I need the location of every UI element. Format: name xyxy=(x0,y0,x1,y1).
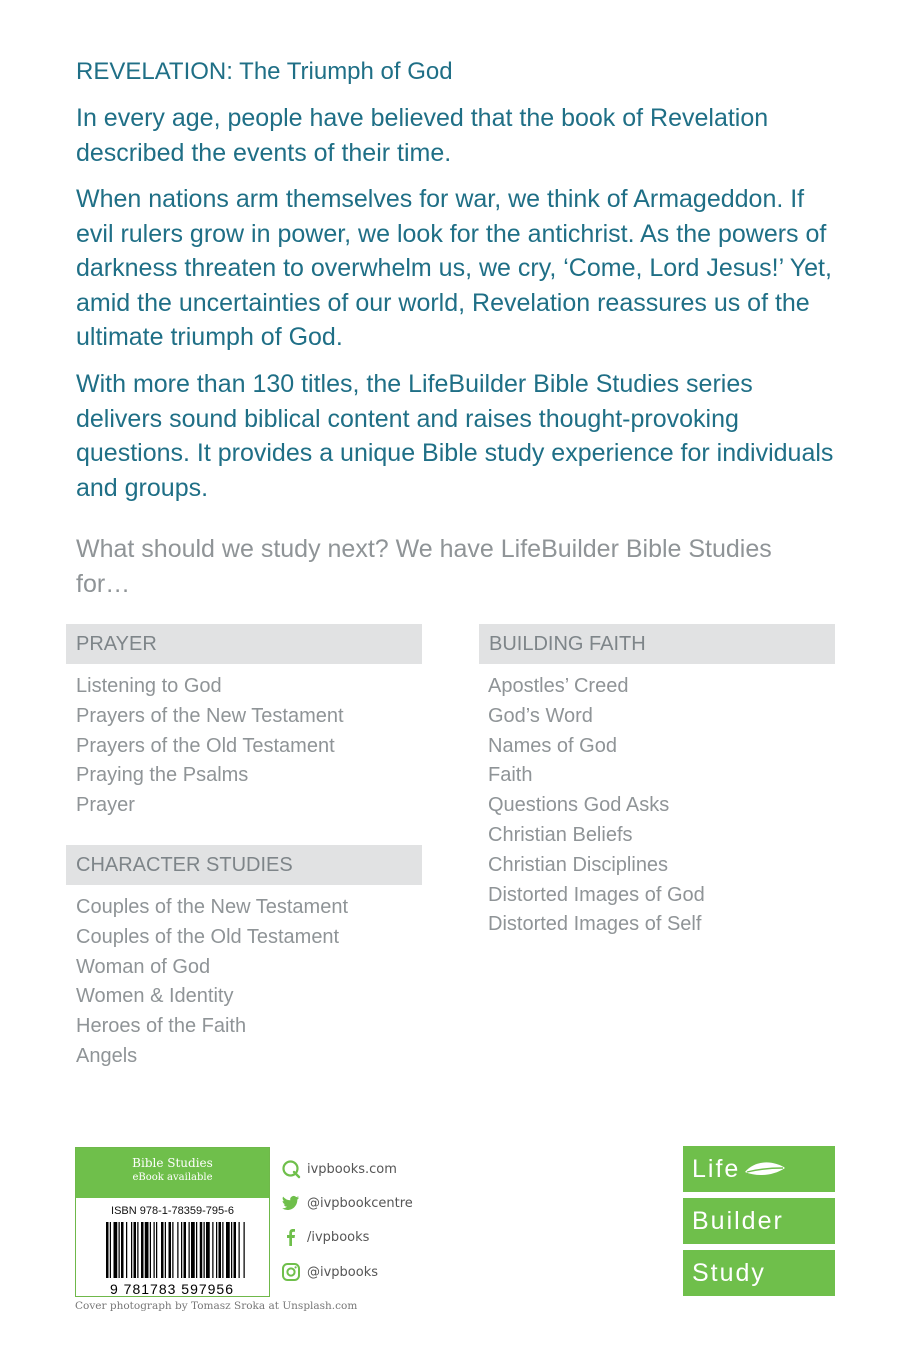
barcode-bar xyxy=(119,1222,120,1278)
list-item: Apostles’ Creed xyxy=(488,675,629,697)
barcode-bar xyxy=(154,1222,155,1278)
barcode-panel xyxy=(75,1147,270,1297)
logo-builder-block xyxy=(683,1198,835,1244)
leaf-icon xyxy=(743,1158,787,1180)
list-item: Faith xyxy=(488,764,533,787)
armageddon-paragraph: When nations arm themselves for war, we think of Armageddon. If evil rulers grow in power, we look for the antichrist. As the powers of darkness threaten to overwhelm us, we cry, ‘Come, Lord Jesus!’ Yet, amid the uncertainties of our world, Revelation reassures us of the ultimate triumph of God. xyxy=(76,185,832,351)
list-item: Heroes of the Faith xyxy=(76,1015,247,1038)
logo-word-builder: Builder xyxy=(692,1207,784,1235)
barcode-bar xyxy=(114,1222,118,1278)
facebook-icon xyxy=(281,1227,301,1247)
facebook-link[interactable] xyxy=(281,1226,369,1248)
logo-word-life: Life xyxy=(692,1155,741,1183)
list-item: Distorted Images of God xyxy=(488,883,705,906)
barcode-bar xyxy=(126,1222,127,1278)
character-title-list xyxy=(76,893,348,1072)
list-item: Prayer xyxy=(76,794,135,817)
faith-title-list xyxy=(488,672,705,940)
barcode-bar xyxy=(216,1222,217,1278)
website-link[interactable] xyxy=(281,1158,397,1180)
banner-title: Bible Studies xyxy=(132,1156,213,1170)
barcode-bar xyxy=(191,1222,195,1278)
barcode-digits: 9 781783 597956 xyxy=(110,1281,234,1297)
list-item: Prayers of the New Testament xyxy=(76,704,344,727)
barcode-bar xyxy=(204,1222,205,1278)
barcode-bar xyxy=(110,1222,111,1278)
barcode-bar xyxy=(156,1222,157,1278)
barcode-bar xyxy=(106,1222,109,1278)
barcode-bar xyxy=(161,1222,164,1278)
list-item: Couples of the New Testament xyxy=(76,896,349,918)
barcode-bar xyxy=(121,1222,124,1278)
barcode-bar xyxy=(219,1222,222,1278)
twitter-handle: @ivpbookcentre xyxy=(307,1195,413,1211)
barcode-bar xyxy=(206,1222,210,1278)
barcode-bar xyxy=(141,1222,144,1278)
barcode-bar xyxy=(137,1222,138,1278)
book-title: REVELATION: The Triumph of God xyxy=(76,58,453,85)
barcode-bar xyxy=(226,1222,230,1278)
list-item: Angels xyxy=(76,1044,138,1067)
instagram-icon xyxy=(281,1262,301,1282)
barcode-bar xyxy=(134,1222,137,1278)
isbn-label: ISBN 978-1-78359-795-6 xyxy=(111,1205,234,1217)
barcode-bar xyxy=(244,1222,245,1278)
list-item: Couples of the Old Testament xyxy=(76,925,340,948)
barcode-bar xyxy=(239,1222,240,1278)
instagram-handle: @ivpbooks xyxy=(307,1264,379,1280)
list-item: God’s Word xyxy=(488,704,593,727)
list-item: Names of God xyxy=(488,734,617,757)
section-heading-building-faith: BUILDING FAITH xyxy=(479,624,835,664)
photo-credit: Cover photograph by Tomasz Sroka at Unsplash.com xyxy=(75,1300,358,1312)
list-item: Christian Disciplines xyxy=(488,853,669,876)
barcode-bar xyxy=(172,1222,173,1278)
prayer-title-list xyxy=(76,672,344,821)
list-item: Questions God Asks xyxy=(488,794,670,817)
section-heading-character-studies: CHARACTER STUDIES xyxy=(66,845,422,885)
list-item: Women & Identity xyxy=(76,985,234,1008)
banner-subtitle: eBook available xyxy=(132,1172,213,1183)
barcode-bar xyxy=(177,1222,178,1278)
barcode-bar xyxy=(145,1222,149,1278)
ivp-logo-icon xyxy=(281,1159,301,1179)
list-item: Woman of God xyxy=(76,955,211,978)
barcode-bar xyxy=(189,1222,190,1278)
section-heading-prayer: PRAYER xyxy=(66,624,422,664)
barcode-bar xyxy=(222,1222,223,1278)
logo-life-block xyxy=(683,1146,835,1192)
barcode-bar xyxy=(131,1222,132,1278)
ebook-banner xyxy=(76,1148,269,1198)
list-item: Prayers of the Old Testament xyxy=(76,734,335,757)
facebook-handle: /ivpbooks xyxy=(307,1229,370,1245)
barcode-bar xyxy=(234,1222,237,1278)
website-text: ivpbooks.com xyxy=(307,1161,397,1177)
barcode-bar xyxy=(169,1222,172,1278)
logo-word-study: Study xyxy=(692,1259,766,1287)
barcode-bar xyxy=(181,1222,182,1278)
intro-paragraph: In every age, people have believed that the book of Revelation described the events of their time. xyxy=(76,104,769,167)
twitter-icon xyxy=(281,1193,301,1213)
barcode-bar xyxy=(231,1222,232,1278)
twitter-link[interactable] xyxy=(281,1192,413,1214)
barcode-bar xyxy=(196,1222,197,1278)
list-item: Distorted Images of Self xyxy=(488,913,702,936)
list-item: Christian Beliefs xyxy=(488,823,633,846)
barcode-bar xyxy=(212,1222,213,1278)
list-item: Listening to God xyxy=(76,675,222,697)
barcode-graphic xyxy=(76,1222,269,1298)
series-paragraph: With more than 130 titles, the LifeBuilder Bible Studies series delivers sound biblical content and raises thought-provoking questions. It provides a unique Bible study experience for individuals and groups. xyxy=(76,370,834,502)
barcode-bar xyxy=(184,1222,187,1278)
next-study-prompt: What should we study next? We have LifeBuilder Bible Studies for… xyxy=(76,535,772,598)
instagram-link[interactable] xyxy=(281,1261,378,1283)
logo-study-block xyxy=(683,1250,835,1296)
barcode-bar xyxy=(200,1222,203,1278)
barcode-bar xyxy=(150,1222,151,1278)
barcode-bar xyxy=(165,1222,166,1278)
list-item: Praying the Psalms xyxy=(76,764,249,787)
